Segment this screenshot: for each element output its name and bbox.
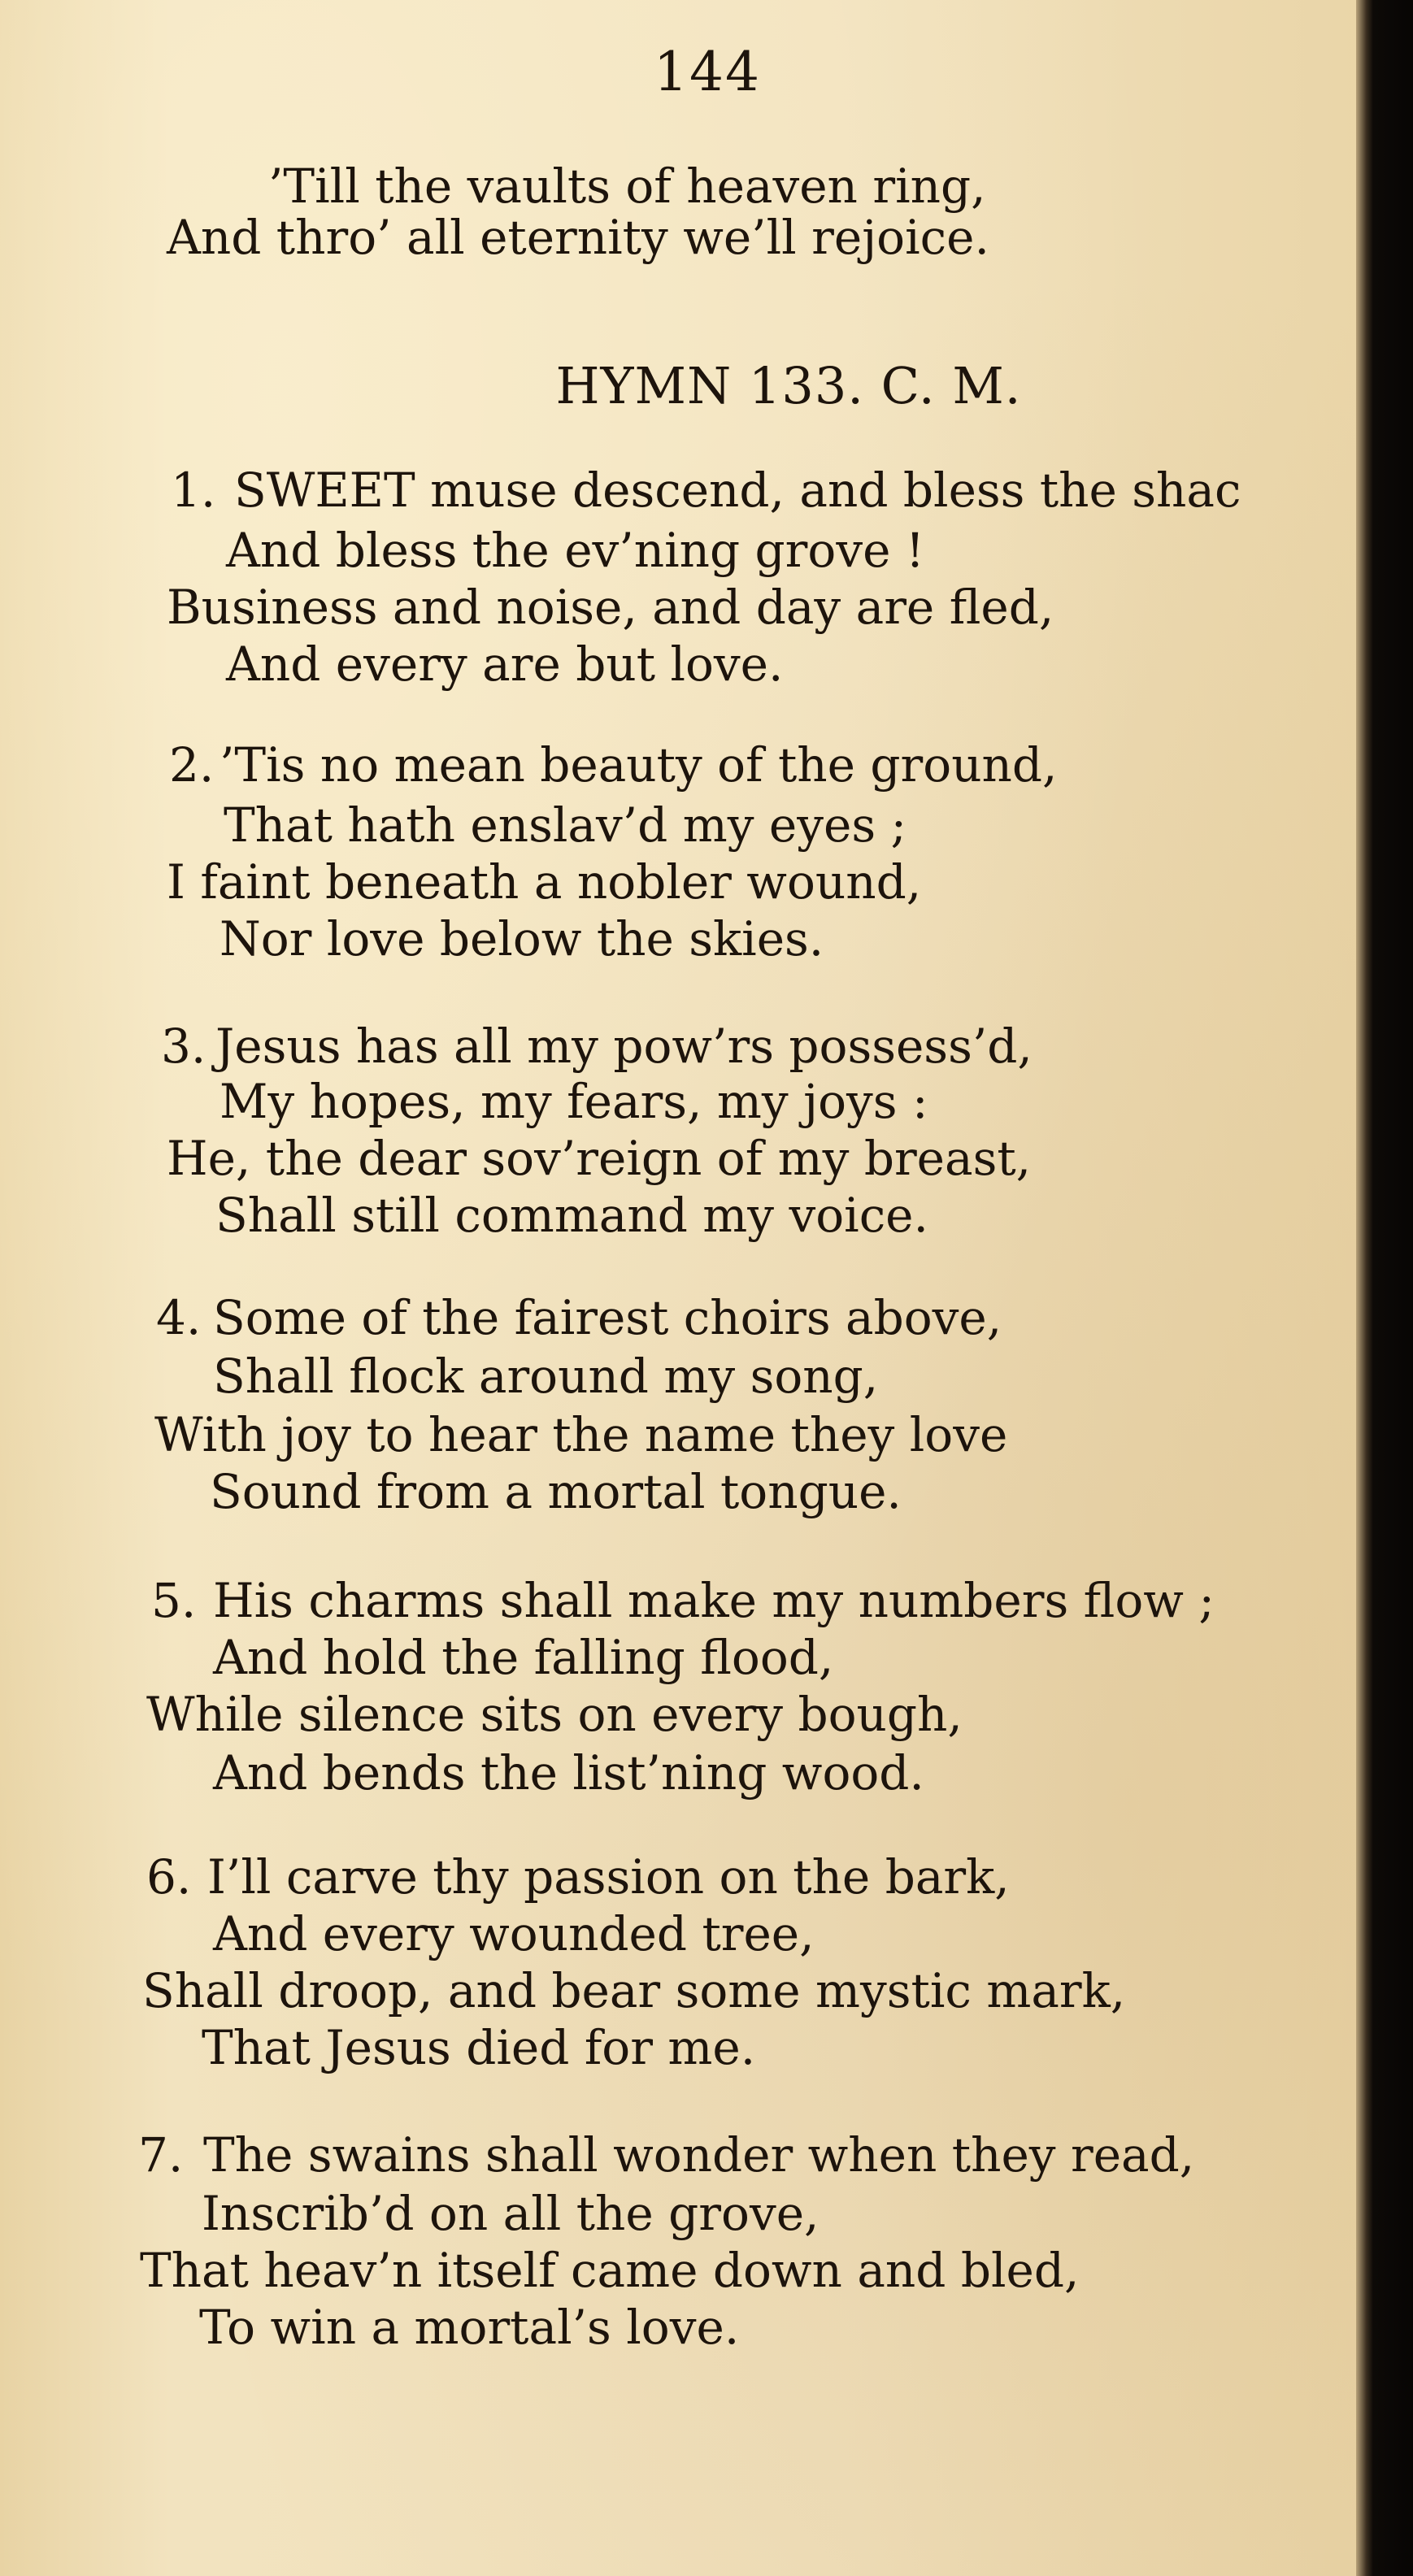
verse-number: 5. <box>151 1573 197 1628</box>
verse-line: That Jesus died for me. <box>202 2020 756 2075</box>
verse-line: SWEET muse descend, and bless the shac <box>234 463 1241 518</box>
verse-line: And every wounded tree, <box>213 1906 815 1961</box>
verse-number: 7. <box>138 2127 184 2183</box>
verse-line: Business and noise, and day are fled, <box>167 580 1054 635</box>
continuation-line: And thro’ all eternity we’ll rejoice. <box>167 210 989 265</box>
verse-line: Shall flock around my song, <box>213 1349 879 1404</box>
verse-line: My hopes, my fears, my joys : <box>220 1074 928 1129</box>
continuation-line: ’Till the vaults of heaven ring, <box>268 159 986 214</box>
verse-line: And every are but love. <box>226 636 784 692</box>
verse-line: With joy to hear the name they love <box>154 1407 1008 1462</box>
verse-line: Shall still command my voice. <box>215 1188 928 1243</box>
verse-number: 6. <box>146 1849 192 1905</box>
verse-line: Jesus has all my pow’rs possess’d, <box>215 1019 1033 1074</box>
verse-number: 3. <box>161 1019 207 1074</box>
verse-line: He, the dear sov’reign of my breast, <box>167 1131 1032 1186</box>
verse-line: To win a mortal’s love. <box>199 2300 740 2355</box>
verse-line: Shall droop, and bear some mystic mark, <box>142 1963 1126 2018</box>
verse-line: That hath enslav’d my eyes ; <box>224 797 907 853</box>
verse-line: While silence sits on every bough, <box>146 1687 963 1742</box>
verse-line: That heav’n itself came down and bled, <box>140 2243 1080 2298</box>
page-number: 144 <box>654 41 761 103</box>
hymn-title: HYMN 133. C. M. <box>555 356 1022 415</box>
verse-number: 4. <box>156 1290 202 1345</box>
verse-number: 2. <box>169 737 215 793</box>
verse-line: And bends the list’ning wood. <box>213 1745 924 1801</box>
verse-line: I faint beneath a nobler wound, <box>167 854 922 910</box>
verse-line: And hold the falling flood, <box>213 1630 834 1685</box>
verse-line: Sound from a mortal tongue. <box>210 1464 902 1519</box>
book-spine-shadow <box>1356 0 1413 2576</box>
verse-line: The swains shall wonder when they read, <box>203 2127 1195 2183</box>
verse-line: I’ll carve thy passion on the bark, <box>207 1849 1010 1905</box>
verse-line: ’Tis no mean beauty of the ground, <box>220 737 1058 793</box>
verse-number: 1. <box>171 463 216 518</box>
verse-line: Some of the fairest choirs above, <box>213 1290 1002 1345</box>
verse-line: And bless the ev’ning grove ! <box>226 523 925 578</box>
verse-line: His charms shall make my numbers flow ; <box>213 1573 1215 1628</box>
verse-line: Nor love below the skies. <box>220 911 824 967</box>
verse-line: Inscrib’d on all the grove, <box>202 2186 820 2241</box>
